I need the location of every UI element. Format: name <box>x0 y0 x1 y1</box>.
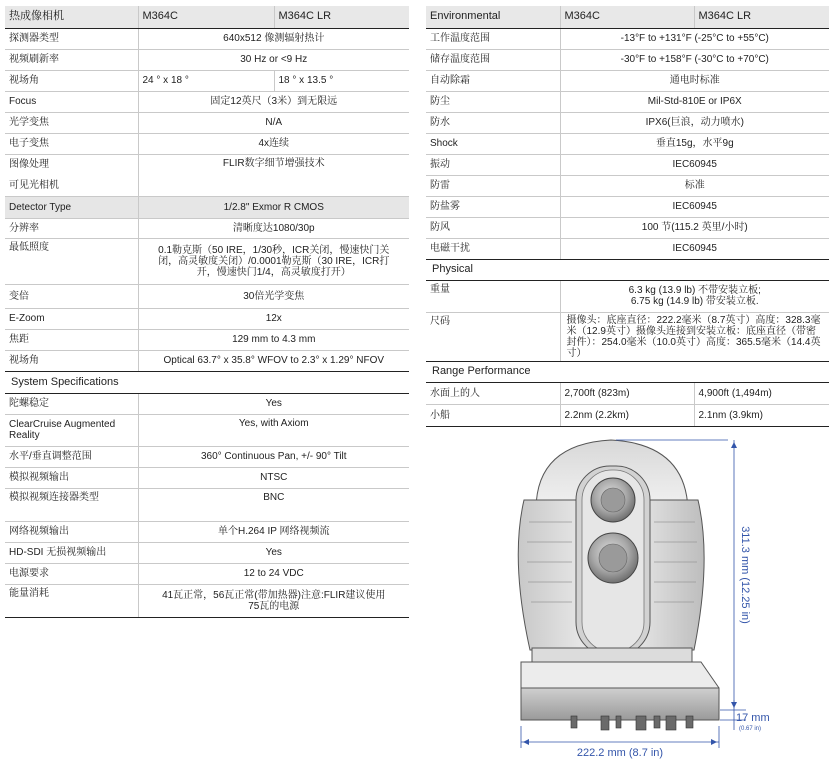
row-value: 30倍光学变焦 <box>138 284 409 308</box>
row-label: 焦距 <box>5 329 138 350</box>
row-value: Yes <box>138 393 409 414</box>
table-row <box>426 133 829 154</box>
row-value: Mil-Std-810E or IP6X <box>560 91 829 112</box>
row-label: Shock <box>426 133 560 154</box>
row-value-a: 2,700ft (823m) <box>560 382 694 404</box>
row-value: Yes, with Axiom <box>138 414 409 446</box>
row-value: 0.1勒克斯（50 IRE，1/30秒，ICR关闭，慢速快门关闭，高灵敏度关闭）/0.0001勒克斯（30 IRE，ICR打开，慢速快门1/4，高灵敏度打开） <box>138 238 409 284</box>
row-label: Focus <box>5 91 138 112</box>
plate-dimension-sublabel: (0.67 in) <box>739 726 762 732</box>
row-label: 电源要求 <box>5 563 138 584</box>
table-header <box>5 6 409 28</box>
table-row <box>5 238 409 284</box>
row-label: 模拟视频连接器类型 <box>5 488 138 521</box>
section-header <box>426 259 829 280</box>
row-value: 垂直15g，水平9g <box>560 133 829 154</box>
table-row <box>426 49 829 70</box>
row-label: ClearCruise Augmented Reality <box>5 414 138 446</box>
header-label: Environmental <box>426 6 560 28</box>
row-value: 12x <box>138 308 409 329</box>
row-label: 电磁干扰 <box>426 238 560 259</box>
row-value: 6.3 kg (13.9 lb) 不带安装立板; 6.75 kg (14.9 lb) 带安装立板. <box>560 280 829 312</box>
table-row <box>5 350 409 371</box>
row-value: -30°F to +158°F (-30°C to +70°C) <box>560 49 829 70</box>
table-row <box>5 488 409 521</box>
table-row <box>426 280 829 312</box>
row-value: BNC <box>138 488 409 521</box>
row-label: 电子变焦 <box>5 133 138 154</box>
plate-dimension-label: 17 mm <box>736 712 770 724</box>
table-row <box>5 284 409 308</box>
section-title: Range Performance <box>426 361 829 382</box>
row-label: 工作温度范围 <box>426 28 560 49</box>
row-label: 探测器类型 <box>5 28 138 49</box>
row-label: 小船 <box>426 404 560 426</box>
row-value: 640x512 像测辐射热计 <box>138 28 409 49</box>
table-row <box>5 28 409 49</box>
header-model-1: M364C <box>138 6 274 28</box>
header-model-1: M364C <box>560 6 694 28</box>
row-value: N/A <box>138 112 409 133</box>
header-model-2: M364C LR <box>694 6 829 28</box>
row-label: E-Zoom <box>5 308 138 329</box>
row-label: 光学变焦 <box>5 112 138 133</box>
thermal-specs-table <box>5 6 409 618</box>
table-row <box>5 446 409 467</box>
row-label: 可见光相机 <box>5 175 138 196</box>
section-title: Physical <box>426 259 829 280</box>
row-value-b: 18 ° x 13.5 ° <box>274 70 409 91</box>
base-ring <box>521 688 719 720</box>
table-row <box>5 414 409 446</box>
table-row <box>5 542 409 563</box>
visible-lens-inner <box>599 544 627 572</box>
section-header <box>426 361 829 382</box>
row-label: 网络视频输出 <box>5 521 138 542</box>
table-row <box>5 467 409 488</box>
row-value: 1/2.8" Exmor R CMOS <box>138 196 409 218</box>
row-value-a: 24 ° x 18 ° <box>138 70 274 91</box>
row-label: 重量 <box>426 280 560 312</box>
table-row <box>5 112 409 133</box>
table-row <box>5 521 409 542</box>
thermal-lens-inner <box>601 488 625 512</box>
row-label: 分辨率 <box>5 218 138 238</box>
row-value: 4x连续 <box>138 133 409 154</box>
row-value: IPX6(巨浪，动力喷水) <box>560 112 829 133</box>
width-dimension-label: 222.2 mm (8.7 in) <box>576 747 664 759</box>
row-label: Detector Type <box>5 196 138 218</box>
row-value: 摄像头：底座直径：222.2毫米（8.7英寸）高度：328.3毫米（12.9英寸）摄像头连接到安装立板：底座直径（带密封件）：254.0毫米（10.0英寸）高度：365.5毫米（14.4英寸） <box>560 312 829 361</box>
yoke <box>532 648 692 662</box>
row-label: 变倍 <box>5 284 138 308</box>
row-value: 129 mm to 4.3 mm <box>138 329 409 350</box>
table-row <box>426 382 829 404</box>
table-row <box>426 404 829 426</box>
table-row <box>5 584 409 617</box>
table-row <box>5 393 409 414</box>
camera-dimension-drawing <box>426 430 836 760</box>
table-row <box>5 196 409 218</box>
row-value: Yes <box>138 542 409 563</box>
row-label: 防尘 <box>426 91 560 112</box>
table-row <box>5 154 409 175</box>
row-value: NTSC <box>138 467 409 488</box>
row-value: IEC60945 <box>560 154 829 175</box>
header-label: 热成像相机 <box>5 6 138 28</box>
table-row <box>5 91 409 112</box>
row-value: 360° Continuous Pan, +/- 90° Tilt <box>138 446 409 467</box>
row-value-a: 2.2nm (2.2km) <box>560 404 694 426</box>
row-value: 30 Hz or <9 Hz <box>138 49 409 70</box>
row-value: IEC60945 <box>560 238 829 259</box>
row-value-b: 4,900ft (1,494m) <box>694 382 829 404</box>
table-row <box>5 308 409 329</box>
row-label: 防风 <box>426 217 560 238</box>
row-label: 视场角 <box>5 350 138 371</box>
table-row <box>426 238 829 259</box>
table-row <box>5 329 409 350</box>
section-title: System Specifications <box>5 371 409 393</box>
table-row <box>426 312 829 361</box>
row-label: 图像处理 <box>5 154 138 175</box>
row-value: 12 to 24 VDC <box>138 563 409 584</box>
row-value: -13°F to +131°F (-25°C to +55°C) <box>560 28 829 49</box>
row-label: 振动 <box>426 154 560 175</box>
row-label: 最低照度 <box>5 238 138 284</box>
row-value: 固定12英尺（3米）到无限远 <box>138 91 409 112</box>
table-row <box>426 217 829 238</box>
row-label: 能量消耗 <box>5 584 138 617</box>
row-label: 陀螺稳定 <box>5 393 138 414</box>
table-row <box>426 91 829 112</box>
table-row <box>5 70 409 91</box>
table-row <box>426 28 829 49</box>
row-value: 通电时标准 <box>560 70 829 91</box>
row-label: 水面上的人 <box>426 382 560 404</box>
row-value: 标准 <box>560 175 829 196</box>
row-label: 防盐雾 <box>426 196 560 217</box>
row-label: 模拟视频输出 <box>5 467 138 488</box>
row-label: 防水 <box>426 112 560 133</box>
table-row <box>5 218 409 238</box>
row-label: 视频刷新率 <box>5 49 138 70</box>
table-row <box>426 175 829 196</box>
height-dimension-label: 311.3 mm (12.25 in) <box>739 526 751 624</box>
row-label: 水平/垂直调整范围 <box>5 446 138 467</box>
row-value-b: 2.1nm (3.9km) <box>694 404 829 426</box>
environmental-specs-table <box>426 6 829 427</box>
row-value: 单个H.264 IP 网络视频流 <box>138 521 409 542</box>
table-header <box>426 6 829 28</box>
row-label: 防雷 <box>426 175 560 196</box>
row-label: 视场角 <box>5 70 138 91</box>
row-label: 储存温度范围 <box>426 49 560 70</box>
table-row <box>5 563 409 584</box>
table-row <box>5 133 409 154</box>
table-row <box>426 154 829 175</box>
header-model-2: M364C LR <box>274 6 409 28</box>
table-row <box>426 70 829 91</box>
table-row <box>426 196 829 217</box>
row-value: 100 节(115.2 英里/小时) <box>560 217 829 238</box>
row-label: HD-SDI 无损视频输出 <box>5 542 138 563</box>
table-row <box>426 112 829 133</box>
row-value: Optical 63.7° x 35.8° WFOV to 2.3° x 1.29° NFOV <box>138 350 409 371</box>
table-row <box>5 49 409 70</box>
row-value: IEC60945 <box>560 196 829 217</box>
row-label: 尺码 <box>426 312 560 361</box>
row-label: 自动除霜 <box>426 70 560 91</box>
row-value: 清晰度达1080/30p <box>138 218 409 238</box>
row-value: FLIR数字细节增强技术 <box>138 154 409 196</box>
row-value: 41瓦正常，56瓦正常(带加热器)注意:FLIR建议使用75瓦的电源 <box>138 584 409 617</box>
section-header <box>5 371 409 393</box>
